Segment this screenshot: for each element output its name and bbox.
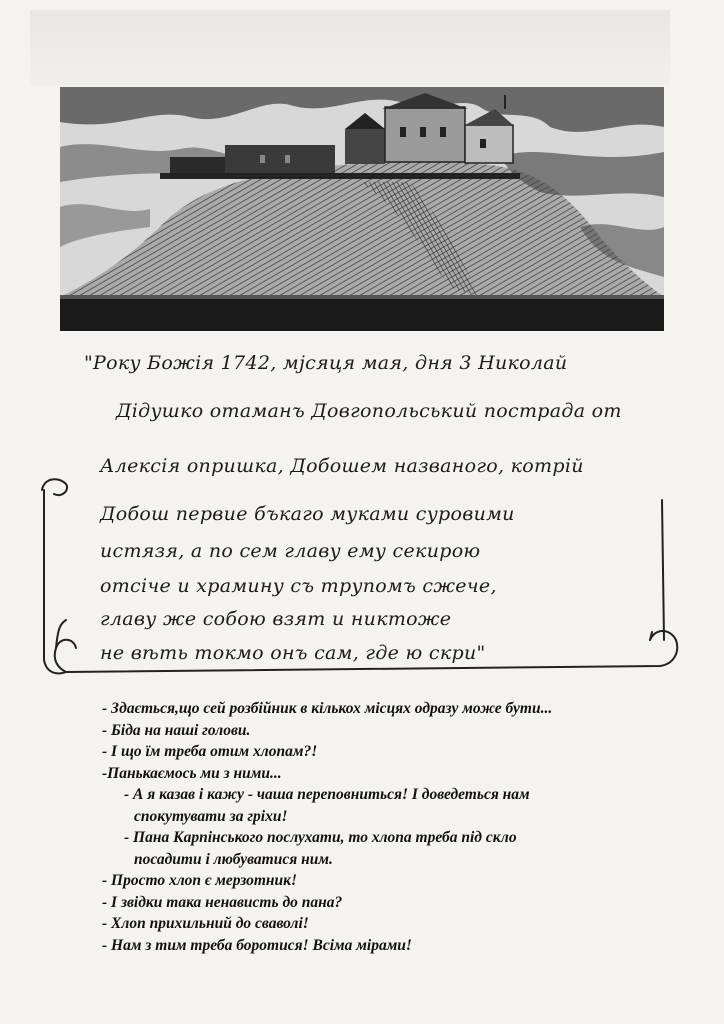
dialogue-line: - Біда на наші голови. bbox=[102, 721, 251, 739]
manuscript-line-1: "Року Божія 1742, мјсяця мая, дня 3 Николай bbox=[84, 352, 568, 374]
manuscript-line-6: отсіче и храмину съ трупомъ сжече, bbox=[100, 575, 497, 597]
dialogue-block bbox=[102, 698, 702, 956]
manuscript-line-7: главу же собою взят и никтоже bbox=[100, 608, 452, 630]
dialogue-line: - А я казав і кажу - чаша переповниться! І доведеться нам bbox=[124, 786, 530, 803]
dialogue-line: посадити і любуватися ним. bbox=[134, 850, 333, 868]
dialogue-line: - Здається,що сей розбійник в кількох місцях одразу може бути... bbox=[102, 700, 553, 717]
manuscript-line-5: истязя, а по сем главу ему секирою bbox=[100, 540, 481, 562]
dialogue-line: - Пана Карпінського послухати, то хлопа треба під скло bbox=[124, 829, 517, 846]
dialogue-line: - Нам з тим треба боротися! Всіма мірами! bbox=[102, 936, 412, 954]
dialogue-line: - І що їм треба отим хлопам?! bbox=[102, 743, 318, 760]
dialogue-line: - І звідки така ненависть до пана? bbox=[102, 893, 343, 911]
manuscript-line-4: Добош первие бъкаго муками суровими bbox=[100, 503, 515, 525]
dialogue-line: -Панькаємось ми з ними... bbox=[102, 764, 282, 782]
dialogue-line: - Хлоп прихильний до сваволі! bbox=[102, 915, 309, 932]
manuscript-line-3: Алексія опришка, Добошем названого, котрій bbox=[100, 455, 584, 477]
dialogue-line: спокутувати за гріхи! bbox=[134, 807, 288, 825]
manuscript-line-2: Дідушко отаманъ Довгопольський пострада от bbox=[116, 400, 622, 422]
dialogue-line: - Просто хлоп є мерзотник! bbox=[102, 872, 298, 889]
manuscript-line-8: не вѣть токмо онъ сам, где ю скри" bbox=[100, 642, 486, 664]
